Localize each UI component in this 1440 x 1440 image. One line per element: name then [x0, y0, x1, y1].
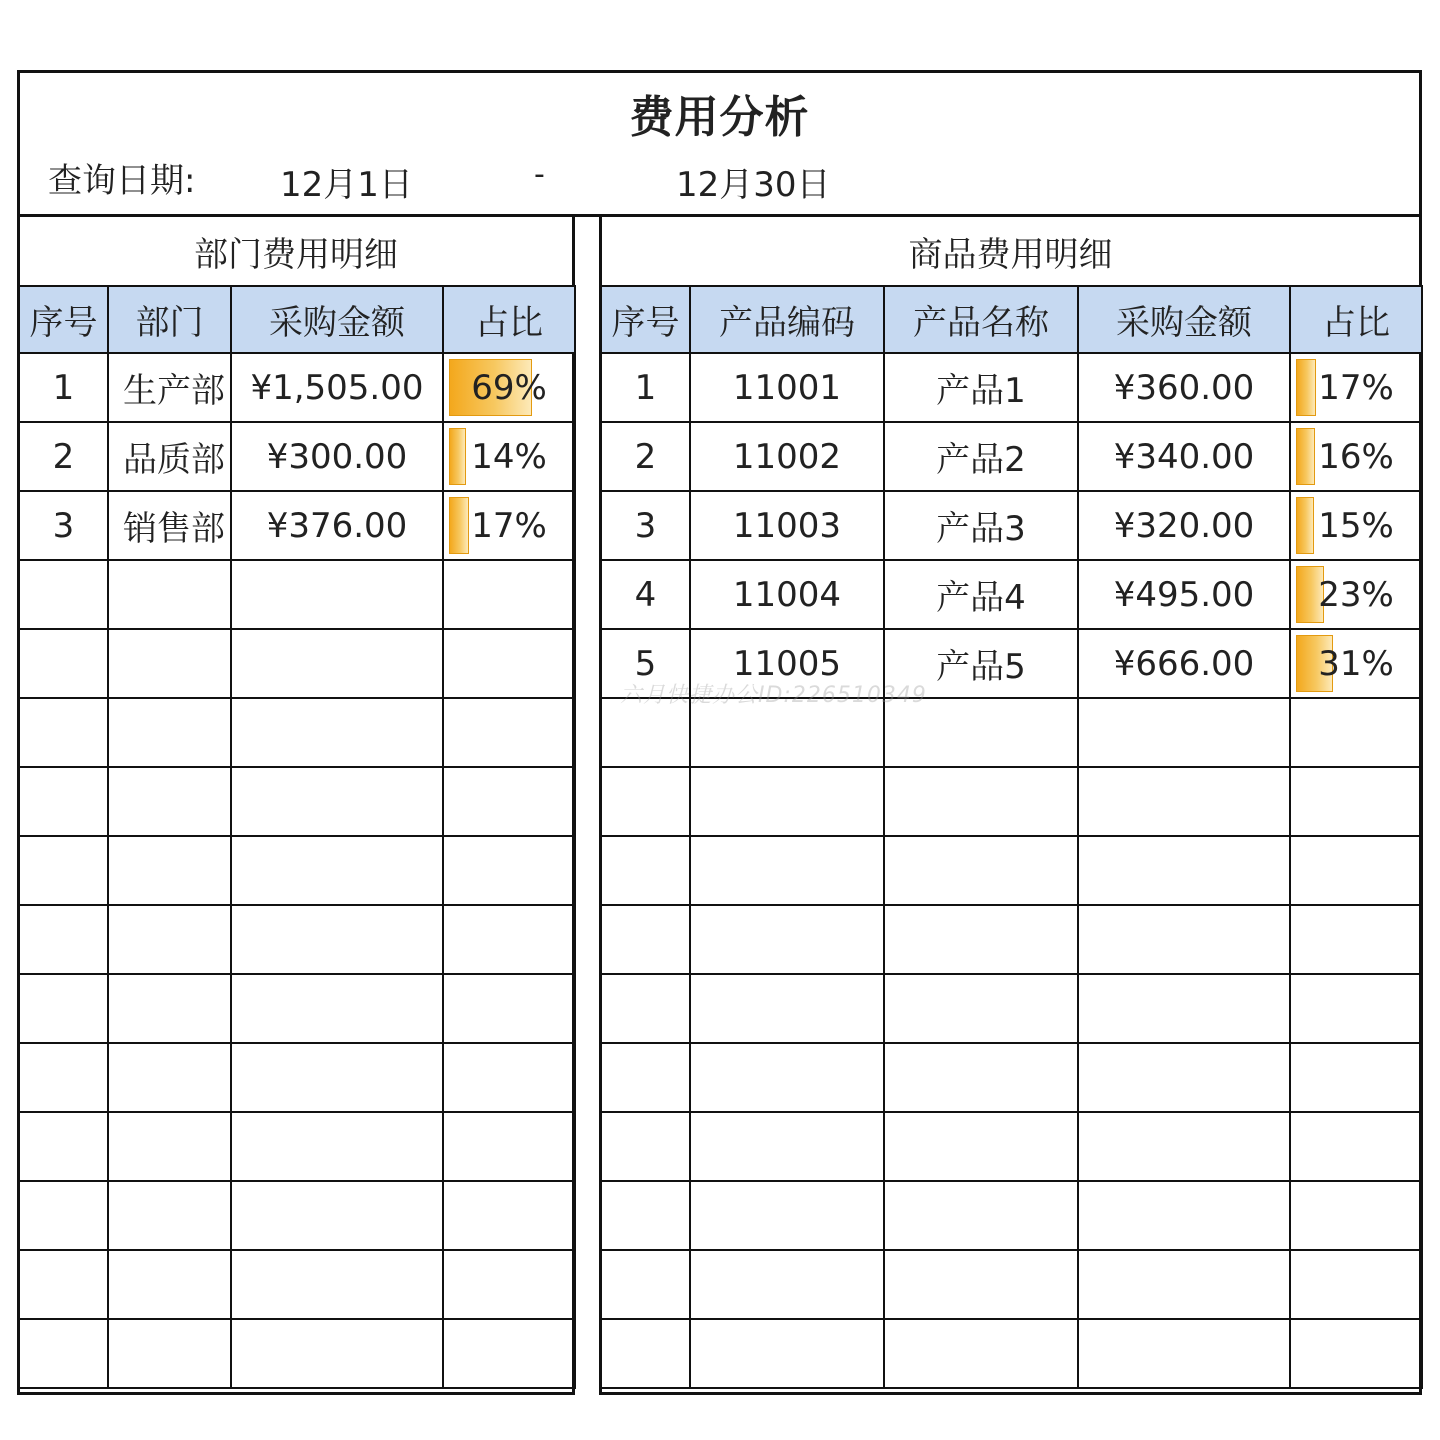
dept-table [18, 285, 576, 1389]
dept-name-cell[interactable]: 销售部 [108, 491, 231, 560]
dept-name-cell[interactable] [108, 1112, 231, 1181]
product-amount-cell[interactable]: ¥340.00 [1078, 422, 1290, 491]
product-ratio-cell[interactable] [1290, 1043, 1422, 1112]
product-ratio-text: 23% [1318, 574, 1394, 615]
dept-section-title: 部门费用明细 [194, 235, 398, 275]
product-code-cell[interactable] [690, 905, 884, 974]
dept-row [19, 836, 575, 905]
dept-name-cell[interactable] [108, 1181, 231, 1250]
product-ratio-cell[interactable] [1290, 491, 1422, 560]
dept-ratio-cell[interactable] [443, 1043, 575, 1112]
dept-ratio-cell[interactable] [443, 767, 575, 836]
dept-row [19, 1112, 575, 1181]
dept-row [19, 1250, 575, 1319]
dept-header-cell: 占比 [443, 286, 575, 353]
product-no-cell[interactable]: 5 [601, 629, 690, 698]
dept-no-cell[interactable]: 2 [19, 422, 108, 491]
dept-name-cell[interactable] [108, 974, 231, 1043]
header-box [17, 70, 1422, 217]
product-name-cell[interactable] [884, 1043, 1078, 1112]
dept-no-cell[interactable] [19, 1043, 108, 1112]
dept-no-cell[interactable] [19, 767, 108, 836]
dept-row [19, 629, 575, 698]
product-ratio-cell[interactable] [1290, 1319, 1422, 1388]
product-no-cell[interactable] [601, 1250, 690, 1319]
product-row [601, 836, 1422, 905]
product-amount-cell[interactable]: ¥360.00 [1078, 353, 1290, 422]
dept-ratio-cell[interactable] [443, 491, 575, 560]
product-name-cell[interactable]: 产品4 [884, 560, 1078, 629]
dept-no-cell[interactable] [19, 974, 108, 1043]
dept-ratio-text: 14% [471, 436, 547, 477]
product-ratio-cell[interactable] [1290, 560, 1422, 629]
dept-no-cell[interactable] [19, 1319, 108, 1388]
dept-row [19, 491, 575, 560]
dept-amount-cell[interactable]: ¥1,505.00 [231, 353, 443, 422]
dept-amount-cell[interactable]: ¥376.00 [231, 491, 443, 560]
product-no-cell[interactable]: 2 [601, 422, 690, 491]
dept-amount-cell[interactable] [231, 1112, 443, 1181]
product-ratio-cell[interactable] [1290, 1181, 1422, 1250]
product-code-cell[interactable] [690, 974, 884, 1043]
dept-amount-cell[interactable] [231, 905, 443, 974]
dept-amount-cell[interactable] [231, 1250, 443, 1319]
product-header-row [601, 286, 1422, 353]
product-name-cell[interactable] [884, 1112, 1078, 1181]
product-code-cell[interactable] [690, 1112, 884, 1181]
product-no-cell[interactable] [601, 1319, 690, 1388]
page-title: 费用分析 [629, 92, 810, 143]
product-row [601, 1181, 1422, 1250]
product-code-cell[interactable]: 11002 [690, 422, 884, 491]
dept-name-cell[interactable] [108, 629, 231, 698]
product-ratio-text: 31% [1318, 643, 1394, 684]
dept-header-row [19, 286, 575, 353]
data-bar [1296, 497, 1314, 554]
product-ratio-cell[interactable] [1290, 974, 1422, 1043]
dept-row [19, 905, 575, 974]
date-label: 查询日期: [48, 161, 196, 201]
product-name-cell[interactable] [884, 974, 1078, 1043]
product-amount-cell[interactable] [1078, 1043, 1290, 1112]
product-amount-cell[interactable] [1078, 1181, 1290, 1250]
product-code-cell[interactable] [690, 1043, 884, 1112]
dept-no-cell[interactable]: 3 [19, 491, 108, 560]
dept-row [19, 698, 575, 767]
data-bar [1296, 428, 1315, 485]
product-row [601, 1112, 1422, 1181]
dept-name-cell[interactable] [108, 560, 231, 629]
dept-ratio-cell[interactable] [443, 560, 575, 629]
dept-row [19, 974, 575, 1043]
product-row [601, 1250, 1422, 1319]
dept-no-cell[interactable] [19, 1112, 108, 1181]
product-header-cell: 产品编码 [690, 286, 884, 353]
product-row [601, 560, 1422, 629]
dept-name-cell[interactable] [108, 767, 231, 836]
dept-ratio-cell[interactable] [443, 1112, 575, 1181]
dept-header-cell: 部门 [108, 286, 231, 353]
product-no-cell[interactable] [601, 974, 690, 1043]
product-amount-cell[interactable] [1078, 905, 1290, 974]
product-amount-cell[interactable] [1078, 974, 1290, 1043]
dept-amount-cell[interactable] [231, 767, 443, 836]
product-code-cell[interactable] [690, 1250, 884, 1319]
product-name-cell[interactable]: 产品3 [884, 491, 1078, 560]
dept-header-cell: 采购金额 [231, 286, 443, 353]
dept-ratio-cell[interactable] [443, 1319, 575, 1388]
dept-no-cell[interactable] [19, 560, 108, 629]
product-amount-cell[interactable] [1078, 1112, 1290, 1181]
product-name-cell[interactable] [884, 905, 1078, 974]
dept-row [19, 560, 575, 629]
product-amount-cell[interactable] [1078, 836, 1290, 905]
dept-ratio-cell[interactable] [443, 1181, 575, 1250]
product-no-cell[interactable]: 3 [601, 491, 690, 560]
dept-name-cell[interactable] [108, 1319, 231, 1388]
dept-name-cell[interactable] [108, 698, 231, 767]
dept-name-cell[interactable]: 品质部 [108, 422, 231, 491]
dept-amount-cell[interactable] [231, 974, 443, 1043]
dept-ratio-cell[interactable] [443, 1250, 575, 1319]
dept-ratio-cell[interactable] [443, 422, 575, 491]
product-header-cell: 占比 [1290, 286, 1422, 353]
product-ratio-cell[interactable] [1290, 905, 1422, 974]
product-row [601, 905, 1422, 974]
dept-ratio-cell[interactable] [443, 353, 575, 422]
dept-amount-cell[interactable] [231, 836, 443, 905]
dept-no-cell[interactable] [19, 629, 108, 698]
product-name-cell[interactable]: 产品5 [884, 629, 1078, 698]
dept-ratio-cell[interactable] [443, 629, 575, 698]
product-row [601, 491, 1422, 560]
product-ratio-cell[interactable] [1290, 422, 1422, 491]
dept-name-cell[interactable] [108, 836, 231, 905]
product-amount-cell[interactable] [1078, 767, 1290, 836]
dept-name-cell[interactable] [108, 1043, 231, 1112]
product-no-cell[interactable] [601, 1112, 690, 1181]
product-code-cell[interactable]: 11001 [690, 353, 884, 422]
product-name-cell[interactable] [884, 836, 1078, 905]
product-amount-cell[interactable]: ¥495.00 [1078, 560, 1290, 629]
dept-row [19, 422, 575, 491]
product-code-cell[interactable] [690, 767, 884, 836]
product-name-cell[interactable]: 产品2 [884, 422, 1078, 491]
dept-no-cell[interactable] [19, 1181, 108, 1250]
dept-row [19, 1181, 575, 1250]
product-ratio-cell[interactable] [1290, 353, 1422, 422]
product-code-cell[interactable]: 11005 [690, 629, 884, 698]
dept-header-cell: 序号 [19, 286, 108, 353]
product-row [601, 353, 1422, 422]
product-header-cell: 产品名称 [884, 286, 1078, 353]
dept-amount-cell[interactable] [231, 560, 443, 629]
dept-name-cell[interactable] [108, 905, 231, 974]
product-no-cell[interactable] [601, 1043, 690, 1112]
product-header-cell: 序号 [601, 286, 690, 353]
dept-amount-cell[interactable] [231, 698, 443, 767]
product-row [601, 1043, 1422, 1112]
dept-amount-cell[interactable] [231, 629, 443, 698]
product-ratio-cell[interactable] [1290, 836, 1422, 905]
product-ratio-text: 15% [1318, 505, 1394, 546]
product-ratio-cell[interactable] [1290, 629, 1422, 698]
product-table [600, 285, 1423, 1389]
dept-no-cell[interactable]: 1 [19, 353, 108, 422]
dept-row [19, 1043, 575, 1112]
dept-no-cell[interactable] [19, 698, 108, 767]
product-code-cell[interactable]: 11003 [690, 491, 884, 560]
dept-amount-cell[interactable] [231, 1181, 443, 1250]
product-ratio-cell[interactable] [1290, 1112, 1422, 1181]
dept-ratio-cell[interactable] [443, 836, 575, 905]
product-amount-cell[interactable] [1078, 698, 1290, 767]
dept-no-cell[interactable] [19, 1250, 108, 1319]
product-ratio-cell[interactable] [1290, 767, 1422, 836]
product-no-cell[interactable] [601, 836, 690, 905]
product-code-cell[interactable] [690, 1319, 884, 1388]
data-bar [449, 497, 469, 554]
dept-ratio-cell[interactable] [443, 698, 575, 767]
product-amount-cell[interactable] [1078, 1319, 1290, 1388]
dept-ratio-cell[interactable] [443, 974, 575, 1043]
date-separator: - [534, 157, 545, 192]
product-name-cell[interactable] [884, 1250, 1078, 1319]
dept-amount-cell[interactable] [231, 1043, 443, 1112]
product-ratio-text: 17% [1318, 367, 1394, 408]
dept-ratio-cell[interactable] [443, 905, 575, 974]
data-bar [449, 428, 466, 485]
product-no-cell[interactable] [601, 1181, 690, 1250]
product-amount-cell[interactable] [1078, 1250, 1290, 1319]
product-no-cell[interactable] [601, 767, 690, 836]
product-no-cell[interactable]: 4 [601, 560, 690, 629]
product-ratio-cell[interactable] [1290, 1250, 1422, 1319]
product-name-cell[interactable] [884, 767, 1078, 836]
product-code-cell[interactable] [690, 836, 884, 905]
product-row [601, 1319, 1422, 1388]
product-code-cell[interactable]: 11004 [690, 560, 884, 629]
date-from-cell[interactable]: 12月1日 [280, 165, 413, 205]
product-row [601, 974, 1422, 1043]
watermark: 六月快捷办公ID:226510349 [620, 683, 927, 708]
product-name-cell[interactable] [884, 1319, 1078, 1388]
product-no-cell[interactable] [601, 905, 690, 974]
dept-row [19, 767, 575, 836]
product-name-cell[interactable] [884, 1181, 1078, 1250]
dept-row [19, 353, 575, 422]
dept-name-cell[interactable] [108, 1250, 231, 1319]
dept-row [19, 1319, 575, 1388]
dept-amount-cell[interactable]: ¥300.00 [231, 422, 443, 491]
product-ratio-cell[interactable] [1290, 698, 1422, 767]
product-code-cell[interactable] [690, 1181, 884, 1250]
product-header-cell: 采购金额 [1078, 286, 1290, 353]
dept-name-cell[interactable]: 生产部 [108, 353, 231, 422]
dept-ratio-text: 69% [471, 367, 547, 408]
dept-amount-cell[interactable] [231, 1319, 443, 1388]
product-name-cell[interactable]: 产品1 [884, 353, 1078, 422]
product-no-cell[interactable]: 1 [601, 353, 690, 422]
product-ratio-text: 16% [1318, 436, 1394, 477]
date-to-cell[interactable]: 12月30日 [676, 165, 831, 205]
product-section-title: 商品费用明细 [908, 235, 1113, 275]
dept-ratio-text: 17% [471, 505, 547, 546]
product-row [601, 767, 1422, 836]
product-amount-cell[interactable]: ¥666.00 [1078, 629, 1290, 698]
dept-no-cell[interactable] [19, 836, 108, 905]
dept-no-cell[interactable] [19, 905, 108, 974]
product-amount-cell[interactable]: ¥320.00 [1078, 491, 1290, 560]
data-bar [1296, 359, 1316, 416]
product-row [601, 422, 1422, 491]
